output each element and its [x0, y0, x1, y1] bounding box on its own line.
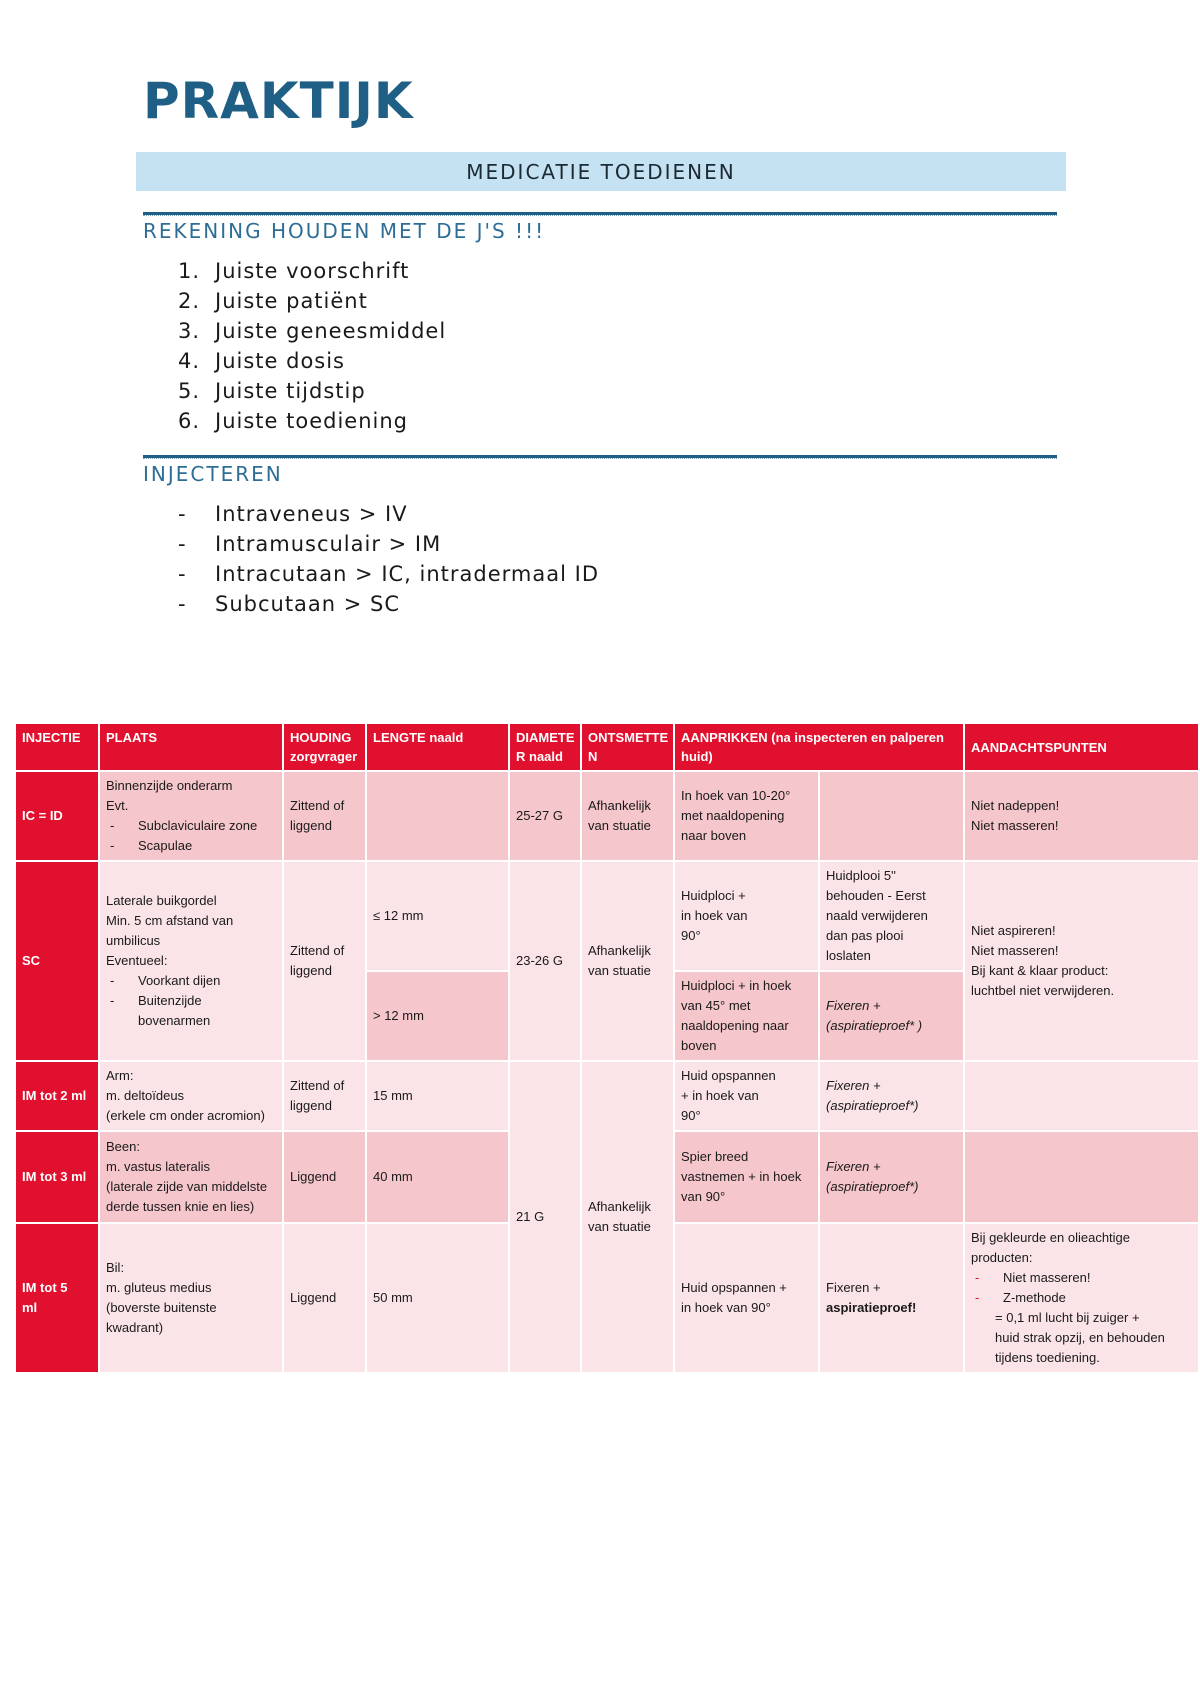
cell-aanprikken-extra: Fixeren + aspiratieproef!: [819, 1223, 964, 1373]
cell-lengte: 40 mm: [366, 1131, 509, 1223]
divider: [143, 212, 1057, 215]
cell-lengte: ≤ 12 mm: [366, 861, 509, 971]
cell-aanprikken-extra: [819, 771, 964, 861]
cell-aanprikken: Huid opspannen + in hoek van 90°: [674, 1223, 819, 1373]
cell-aandacht: [964, 1061, 1199, 1131]
injection-table: [14, 722, 1200, 1374]
list-item: 1. Juiste voorschrift: [178, 259, 410, 283]
cell-plaats: Laterale buikgordel Min. 5 cm afstand van umbilicus Eventueel: - Voorkant dijen - Buitenzijde bovenarmen: [99, 861, 283, 1061]
list-item: - Intracutaan > IC, intradermaal ID: [178, 562, 599, 586]
cell-plaats: Been: m. vastus lateralis (laterale zijde van middelste derde tussen knie en lies): [99, 1131, 283, 1223]
cell-aanprikken: Huid opspannen + in hoek van 90°: [674, 1061, 819, 1131]
cell-aandacht: Niet aspireren! Niet masseren! Bij kant & klaar product: luchtbel niet verwijderen.: [964, 861, 1199, 1061]
cell-aandacht: Niet nadeppen! Niet masseren!: [964, 771, 1199, 861]
table-header-row: [15, 723, 1199, 771]
cell-houding: Liggend: [283, 1131, 366, 1223]
cell-lengte: > 12 mm: [366, 971, 509, 1061]
cell-ontsmetten: Afhankelijk van stuatie: [581, 861, 674, 1061]
list-item: 6. Juiste toediening: [178, 409, 408, 433]
cell-aanprikken: Spier breed vastnemen + in hoek van 90°: [674, 1131, 819, 1223]
numbered-list: [178, 256, 446, 436]
cell-aandacht: [964, 1131, 1199, 1223]
cell-lengte: 50 mm: [366, 1223, 509, 1373]
row-label-im2: IM tot 2 ml: [15, 1061, 99, 1131]
cell-houding: Zittend of liggend: [283, 861, 366, 1061]
section-heading-injecteren: INJECTEREN: [143, 462, 283, 486]
bullet-list: [178, 499, 599, 619]
cell-ontsmetten: Afhankelijk van stuatie: [581, 1061, 674, 1373]
cell-diameter: 21 G: [509, 1061, 581, 1373]
list-item: 4. Juiste dosis: [178, 349, 346, 373]
cell-aanprikken: Huidploci + in hoek van 90°: [674, 861, 819, 971]
table-row: [15, 1061, 1199, 1131]
cell-houding: Liggend: [283, 1223, 366, 1373]
row-label-im5: IM tot 5 ml: [15, 1223, 99, 1373]
list-item: 2. Juiste patiënt: [178, 289, 368, 313]
list-item: 5. Juiste tijdstip: [178, 379, 366, 403]
header-diameter: DIAMETE R naald: [509, 723, 581, 771]
table-row: [15, 771, 1199, 861]
cell-aanprikken-extra: Fixeren + (aspiratieproef*): [819, 1061, 964, 1131]
list-item: - Subcutaan > SC: [178, 592, 401, 616]
divider: [143, 455, 1057, 458]
cell-aandacht: Bij gekleurde en olieachtige producten: - Niet masseren! - Z-methode = 0,1 ml lucht bij zuiger + huid strak opzij, en behouden tijdens toediening.: [964, 1223, 1199, 1373]
header-houding: HOUDING zorgvrager: [283, 723, 366, 771]
cell-lengte: [366, 771, 509, 861]
row-label-ic: IC = ID: [15, 771, 99, 861]
page-title: PRAKTIJK: [143, 72, 414, 130]
cell-aanprikken: Huidploci + in hoek van 45° met naaldopening naar boven: [674, 971, 819, 1061]
cell-aanprikken-extra: Fixeren + (aspiratieproef* ): [819, 971, 964, 1061]
table-row: [15, 861, 1199, 971]
cell-diameter: 23-26 G: [509, 861, 581, 1061]
cell-plaats: Binnenzijde onderarm Evt. - Subclaviculaire zone - Scapulae: [99, 771, 283, 861]
section-banner: MEDICATIE TOEDIENEN: [136, 152, 1066, 191]
list-item: - Intraveneus > IV: [178, 502, 408, 526]
header-aanprikken: AANPRIKKEN (na inspecteren en palperen huid): [674, 723, 964, 771]
cell-aanprikken-extra: Huidplooi 5'' behouden - Eerst naald verwijderen dan pas plooi loslaten: [819, 861, 964, 971]
cell-diameter: 25-27 G: [509, 771, 581, 861]
cell-aanprikken-extra: Fixeren + (aspiratieproef*): [819, 1131, 964, 1223]
cell-aanprikken: In hoek van 10-20° met naaldopening naar boven: [674, 771, 819, 861]
cell-ontsmetten: Afhankelijk van stuatie: [581, 771, 674, 861]
cell-houding: Zittend of liggend: [283, 771, 366, 861]
section-heading-js: REKENING HOUDEN MET DE J'S !!!: [143, 219, 546, 243]
header-aandacht: AANDACHTSPUNTEN: [964, 723, 1199, 771]
header-plaats: PLAATS: [99, 723, 283, 771]
header-ontsmetten: ONTSMETTE N: [581, 723, 674, 771]
row-label-im3: IM tot 3 ml: [15, 1131, 99, 1223]
header-lengte: LENGTE naald: [366, 723, 509, 771]
list-item: 3. Juiste geneesmiddel: [178, 319, 447, 343]
list-item: - Intramusculair > IM: [178, 532, 442, 556]
cell-plaats: Bil: m. gluteus medius (boverste buitenste kwadrant): [99, 1223, 283, 1373]
cell-plaats: Arm: m. deltoïdeus (erkele cm onder acromion): [99, 1061, 283, 1131]
cell-houding: Zittend of liggend: [283, 1061, 366, 1131]
row-label-sc: SC: [15, 861, 99, 1061]
cell-lengte: 15 mm: [366, 1061, 509, 1131]
header-injectie: INJECTIE: [15, 723, 99, 771]
